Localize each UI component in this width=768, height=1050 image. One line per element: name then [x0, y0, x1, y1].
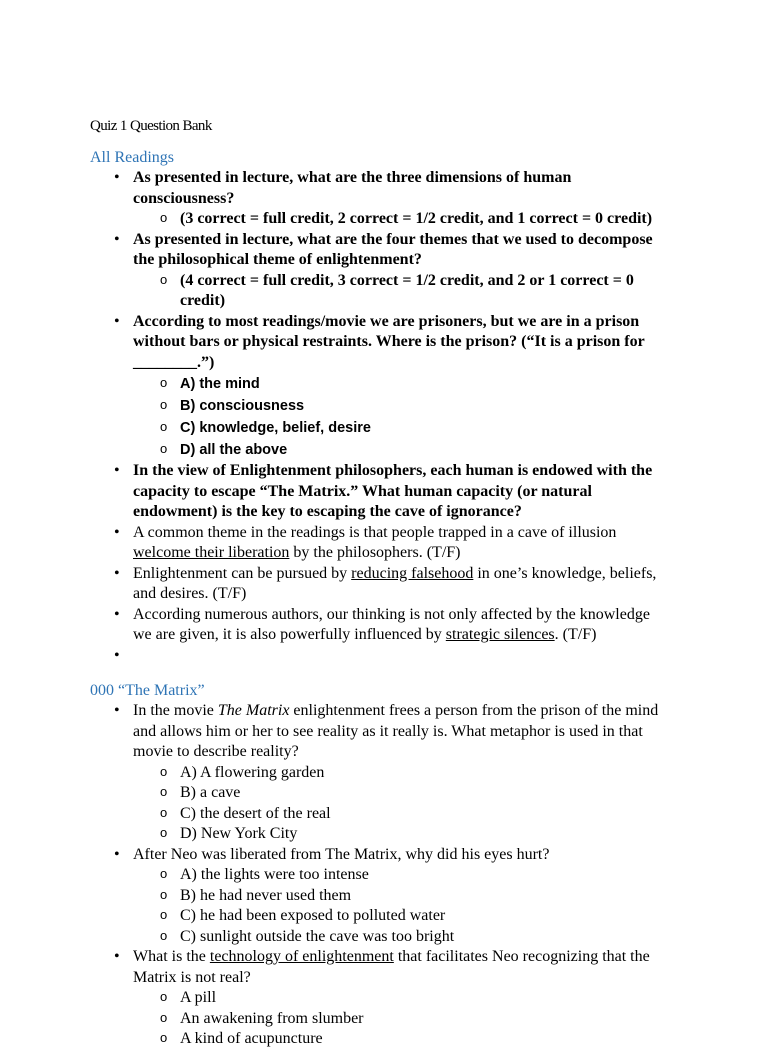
- answer-option: [90, 906, 660, 927]
- underlined-text: strategic silences: [445, 626, 555, 643]
- item-text: B) consciousness: [180, 398, 305, 414]
- item-text: As presented in lecture, what are the four themes that we used to decompose the philosophical theme of enlightenment?: [133, 230, 653, 268]
- section-heading: All Readings: [90, 149, 174, 166]
- italic-text: The Matrix: [217, 702, 290, 719]
- answer-option: [90, 271, 660, 312]
- question-item: [90, 947, 660, 988]
- answer-option: [90, 395, 660, 417]
- answer-option: [90, 439, 660, 461]
- answer-option: [90, 824, 660, 845]
- item-text: In the view of Enlightenment philosophers, each human is endowed with the capacity to escape “The Matrix.” What human capacity (or natural endowment) is the key to escaping the cave of ignorance?: [133, 462, 653, 520]
- item-text: C) sunlight outside the cave was too bright: [180, 927, 455, 945]
- item-text: in one’s knowledge, beliefs, and desires. (T/F): [133, 564, 657, 602]
- section-heading: 000 “The Matrix”: [90, 682, 205, 699]
- item-text: (4 correct = full credit, 3 correct = 1/2 credit, and 2 or 1 correct = 0 credit): [180, 271, 634, 309]
- document-title: Quiz 1 Question Bank: [90, 118, 212, 134]
- item-text: by the philosophers. (T/F): [289, 544, 461, 561]
- answer-option: [90, 804, 660, 825]
- item-text: A kind of acupuncture: [180, 1030, 323, 1047]
- answer-option: [90, 886, 660, 907]
- underlined-text: welcome their liberation: [133, 544, 290, 561]
- question-item: [90, 646, 660, 667]
- answer-option: [90, 373, 660, 395]
- question-item: [90, 564, 660, 605]
- sections: [90, 148, 660, 1050]
- question-item: [90, 461, 660, 523]
- question-item: [90, 523, 660, 564]
- question-item: [90, 605, 660, 646]
- item-text: After Neo was liberated from The Matrix, why did his eyes hurt?: [133, 845, 550, 863]
- answer-option: [90, 1029, 660, 1050]
- item-text: A) the lights were too intense: [180, 866, 369, 883]
- answer-option: [90, 927, 660, 948]
- question-list: [90, 701, 660, 1050]
- item-text: A common theme in the readings is that people trapped in a cave of illusion: [133, 523, 617, 541]
- item-text: In the movie: [133, 702, 218, 719]
- question-item: [90, 168, 660, 209]
- item-text: A) the mind: [180, 376, 260, 392]
- answer-option: [90, 209, 660, 230]
- item-text: . (T/F): [554, 626, 597, 643]
- question-item: [90, 312, 660, 374]
- item-text: D) all the above: [180, 442, 288, 458]
- answer-option: [90, 865, 660, 886]
- item-text: C) knowledge, belief, desire: [180, 420, 371, 436]
- item-text: According to most readings/movie we are prisoners, but we are in a prison without bars or physical restraints. Where is the prison? (“It is a prison for ________.”): [133, 312, 645, 371]
- underlined-text: technology of enlightenment: [209, 948, 394, 965]
- item-text: An awakening from slumber: [180, 1009, 364, 1027]
- item-text: According numerous authors, our thinking is not only affected by the knowledge we are given, it is also powerfully influenced by: [133, 605, 650, 643]
- item-text: A pill: [180, 989, 217, 1006]
- item-text: C) the desert of the real: [180, 804, 331, 822]
- item-text: C) he had been exposed to polluted water: [180, 907, 446, 924]
- question-item: [90, 845, 660, 866]
- item-text: As presented in lecture, what are the three dimensions of human consciousness?: [133, 169, 572, 207]
- item-text: B) a cave: [180, 784, 241, 801]
- answer-option: [90, 763, 660, 784]
- question-item: [90, 701, 660, 763]
- underlined-text: reducing falsehood: [351, 564, 474, 582]
- answer-option: [90, 417, 660, 439]
- document-page: [90, 116, 660, 1050]
- item-text: B) he had never used them: [180, 886, 352, 904]
- item-text: What is the: [133, 948, 210, 965]
- answer-option: [90, 1009, 660, 1030]
- answer-option: [90, 783, 660, 804]
- question-list: [90, 168, 660, 666]
- item-text: enlightenment frees a person from the prison of the mind and allows him or her to see reality as it really is. What metaphor is used in that movie to describe reality?: [133, 702, 659, 760]
- item-text: that facilitates Neo recognizing that the Matrix is not real?: [133, 948, 650, 986]
- item-text: (3 correct = full credit, 2 correct = 1/2 credit, and 1 correct = 0 credit): [180, 210, 653, 227]
- question-item: [90, 230, 660, 271]
- answer-option: [90, 988, 660, 1009]
- item-text: D) New York City: [180, 825, 298, 842]
- item-text: Enlightenment can be pursued by: [133, 564, 352, 582]
- item-text: A) A flowering garden: [180, 763, 325, 781]
